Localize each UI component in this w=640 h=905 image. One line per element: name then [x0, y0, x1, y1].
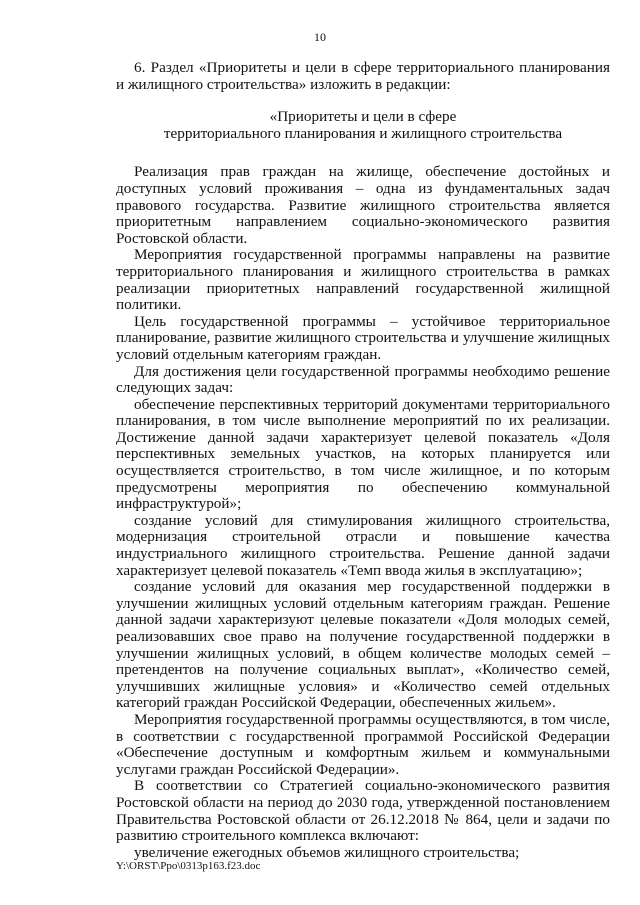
body-paragraph: создание условий для оказания мер государственной поддержки в улучшении жилищных условий отдельным категориям граждан. Решение данной задачи характеризуют целевые показатели «Доля молодых семей, реализовавших свое право на получение государственной поддержки в улучшении жилищных условий, в общем количестве молодых семей – претендентов на получение социальных выплат», «Количество семей, улучшивших жилищные условия» и «Количество семей отдельных категорий граждан Российской Федерации, обеспеченных жильем». — [116, 578, 610, 712]
intro-paragraph: 6. Раздел «Приоритеты и цели в сфере территориального планирования и жилищного строительства» изложить в редакции: — [116, 59, 610, 93]
document-body — [116, 60, 610, 861]
body-paragraph: В соответствии со Стратегией социально-экономического развития Ростовской области на период до 2030 года, утвержденной постановлением Правительства Ростовской области от 26.12.2018 № 864, цели и задачи по развитию строительного комплекса включают: — [116, 777, 610, 845]
section-heading — [116, 109, 610, 142]
section-heading-line-1: «Приоритеты и цели в сфере — [269, 108, 457, 126]
body-paragraph: Мероприятия государственной программы осуществляются, в том числе, в соответствии с государственной программой Российской Федерации «Обеспечение доступным и комфортным жильем и коммунальными услугами граждан Российской Федерации». — [116, 710, 610, 778]
body-paragraph: увеличение ежегодных объемов жилищного строительства; — [134, 843, 520, 861]
section-heading-line-2: территориального планирования и жилищного строительства — [163, 124, 563, 142]
body-paragraph: Реализация прав граждан на жилище, обеспечение достойных и доступных условий проживания – одна из фундаментальных задач правового государства. Развитие жилищного строительства является приоритетным направлением социально-экономического развития Ростовской области. — [116, 163, 610, 247]
body-paragraph: Для достижения цели государственной программы необходимо решение следующих задач: — [116, 362, 610, 397]
body-paragraph: Цель государственной программы – устойчивое территориальное планирование, развитие жилищного строительства и улучшение жилищных условий отдельным категориям граждан. — [116, 312, 610, 363]
file-path-footer: Y:\ORST\Ppo\0313p163.f23.doc — [116, 860, 261, 872]
body-paragraph: обеспечение перспективных территорий документами территориального планирования, в том числе выполнение мероприятий по их реализации. Достижение данной задачи характеризует целевой показатель «Доля перспективных земельных участков, на которых планируется или осуществляется строительство, в том числе жилищное, и по которым предусмотрены мероприятия по обеспечению коммунальной инфраструктурой»; — [116, 395, 610, 513]
body-paragraph: создание условий для стимулирования жилищного строительства, модернизация строительной отрасли и повышение качества индустриального жилищного строительства. Решение данной задачи характеризует целевой показатель «Темп ввода жилья в эксплуатацию»; — [116, 511, 610, 579]
page-number: 10 — [314, 30, 326, 44]
body-paragraph: Мероприятия государственной программы направлены на развитие территориального планирования и жилищного строительства в рамках реализации приоритетных направлений государственной жилищной политики. — [116, 246, 610, 314]
